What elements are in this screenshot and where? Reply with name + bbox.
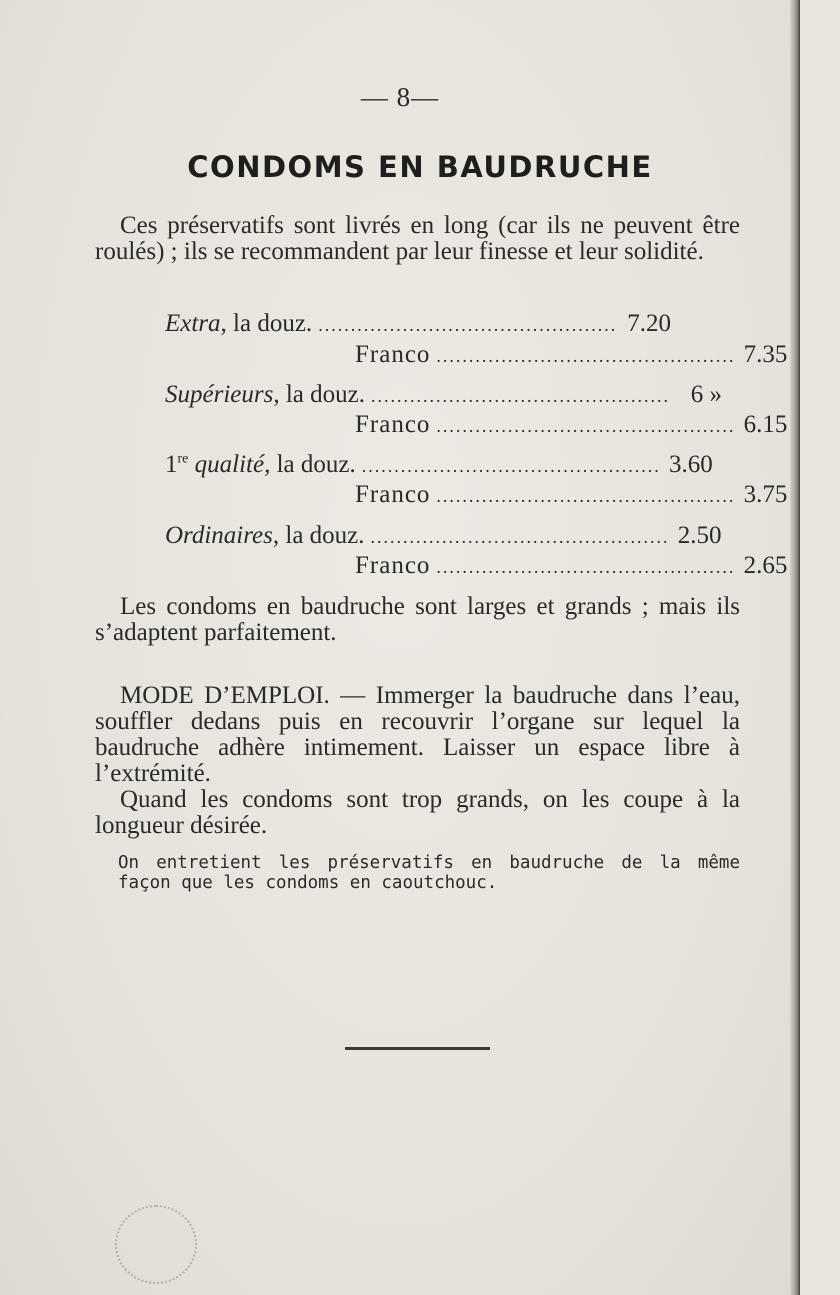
- price-value: 2.50: [677, 522, 722, 549]
- price-row-extra-franco: [165, 341, 788, 369]
- price-value: 6 »: [690, 381, 722, 408]
- price-label: Franco: [355, 481, 431, 508]
- leader-dots: ..............................................: [436, 486, 736, 506]
- price-value: 7.20: [627, 310, 671, 337]
- usage-instructions: MODE D’EMPLOI. — Immerger la baudruche dans l’eau, souffler dedans puis en recouvrir l’organe sur lequel la baudruche adhère intimement. Laisser un espace libre à l’extrémité.: [95, 682, 740, 787]
- price-row-extra: [165, 310, 671, 338]
- section-title: CONDOMS EN BAUDRUCHE: [187, 150, 653, 184]
- price-label: Supérieurs, la douz.: [165, 381, 365, 408]
- price-label: Franco: [355, 552, 431, 579]
- price-value: 7.35: [743, 341, 788, 368]
- price-row-ordinaires-franco: [165, 552, 788, 580]
- leader-dots: ..............................................: [370, 386, 670, 406]
- page-edge: [790, 0, 800, 1295]
- leader-dots: ..............................................: [436, 557, 736, 577]
- price-value: 6.15: [743, 411, 788, 438]
- price-label: 1re qualité, la douz.: [165, 451, 356, 478]
- price-label: Franco: [355, 411, 431, 438]
- usage-instructions-cont: Quand les condoms sont trop grands, on les coupe à la longueur désirée.: [95, 786, 740, 839]
- price-value: 3.60: [668, 451, 713, 478]
- leader-dots: ..............................................: [436, 416, 736, 436]
- fit-note: Les condoms en baudruche sont larges et grands ; mais ils s’adaptent parfaitement.: [95, 593, 740, 646]
- price-row-ordinaires: [165, 522, 722, 550]
- page-number: — 8—: [360, 82, 440, 112]
- leader-dots: ..............................................: [370, 527, 670, 547]
- price-label: Franco: [355, 341, 431, 368]
- price-row-superieurs: [165, 381, 722, 409]
- leader-dots: ..............................................: [361, 456, 661, 476]
- price-value: 3.75: [743, 481, 788, 508]
- price-value: 2.65: [743, 552, 788, 579]
- price-row-premiere-qualite: [165, 451, 713, 479]
- price-row-premiere-qualite-franco: [165, 481, 788, 509]
- divider: [345, 1047, 490, 1050]
- price-row-superieurs-franco: [165, 411, 788, 439]
- leader-dots: ..............................................: [436, 346, 736, 366]
- maintenance-note: On entretient les préservatifs en baudruche de la même façon que les condoms en caoutchouc.: [118, 853, 740, 893]
- library-stamp: [115, 1205, 197, 1284]
- leader-dots: ..............................................: [318, 315, 618, 335]
- price-label: Extra, la douz.: [165, 310, 313, 337]
- intro-paragraph: Ces préservatifs sont livrés en long (car ils ne peuvent être roulés) ; ils se recommandent par leur finesse et leur solidité.: [95, 212, 740, 265]
- price-label: Ordinaires, la douz.: [165, 522, 365, 549]
